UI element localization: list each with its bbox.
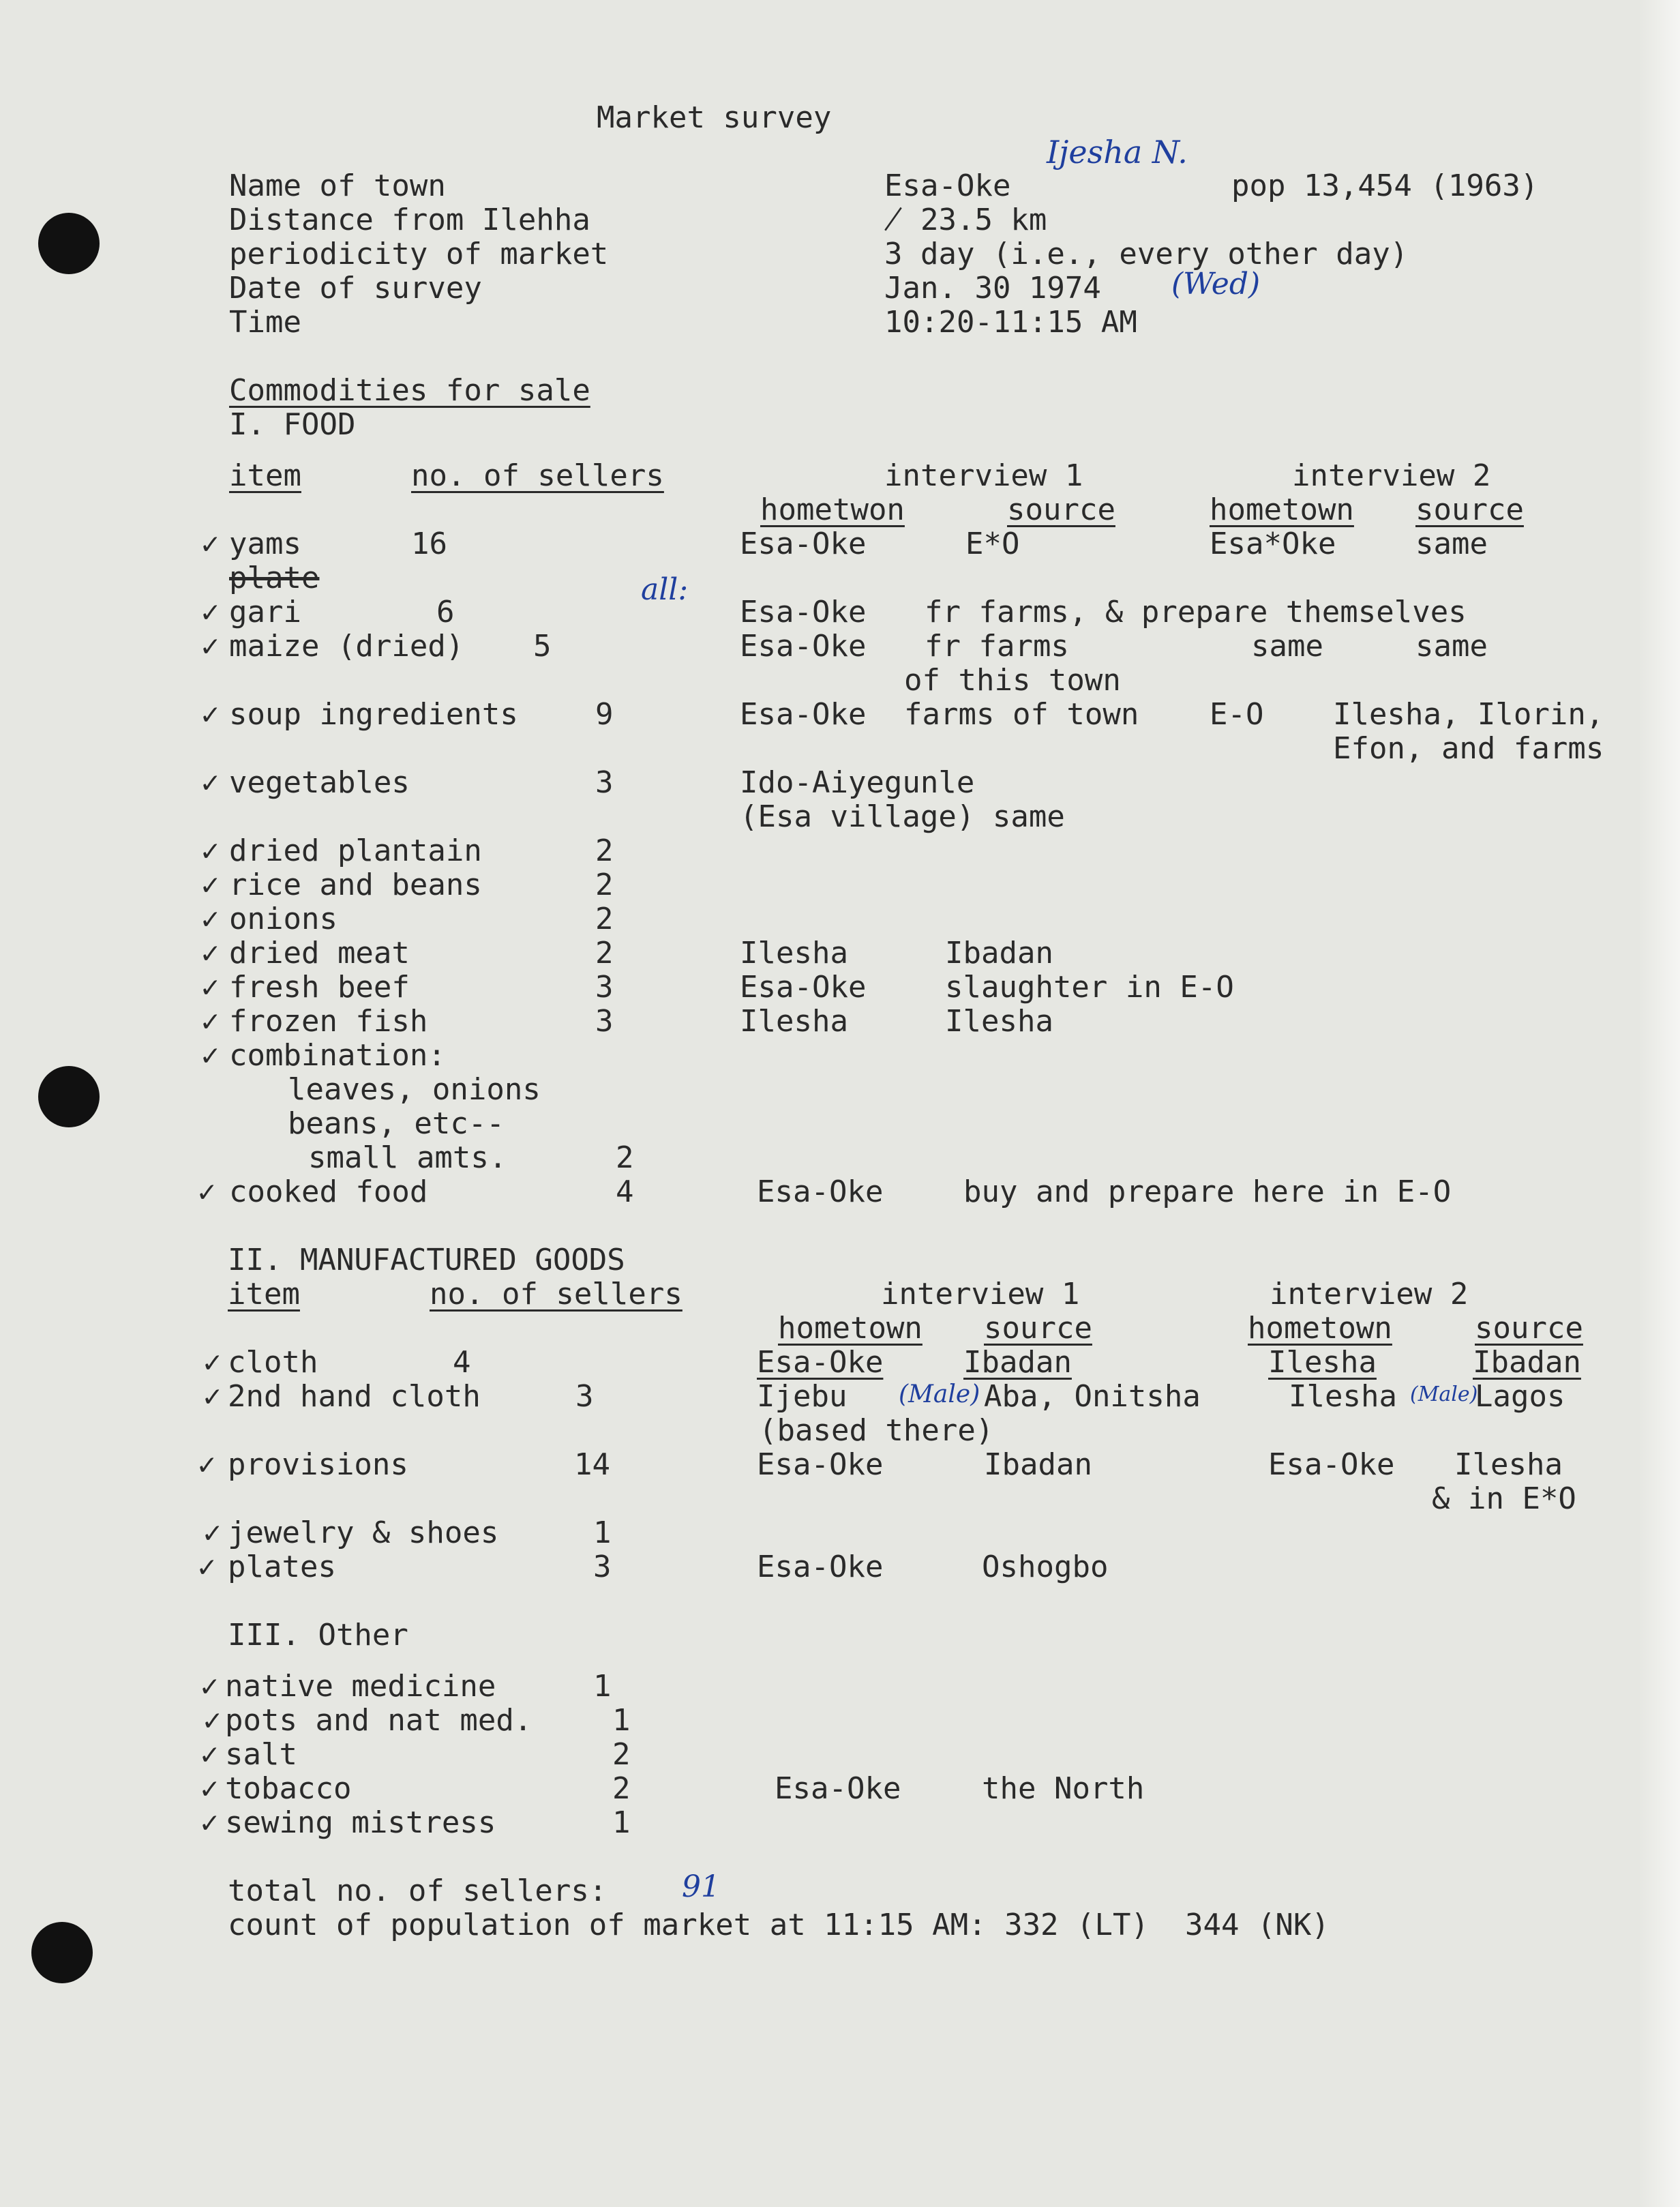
handwritten-region-note: Ijesha N. — [1047, 134, 1188, 171]
check-mark: ✓ — [203, 1515, 222, 1550]
seller-count: 4 — [453, 1345, 471, 1380]
population-count: count of population of market at 11:15 AM: 332 (LT) 344 (NK) — [228, 1908, 1330, 1942]
hometown: Esa-Oke — [740, 527, 867, 561]
check-mark: ✓ — [201, 1004, 220, 1039]
column-header: interview 2 — [1270, 1277, 1469, 1312]
item-name: yams — [229, 527, 301, 561]
column-header: interview 2 — [1292, 458, 1491, 493]
item-name: provisions — [228, 1447, 408, 1482]
seller-count: 3 — [575, 1379, 594, 1414]
item-name: jewelry & shoes — [228, 1515, 499, 1550]
page-edge — [1639, 0, 1680, 2207]
punch-hole — [38, 1066, 100, 1127]
item-name: dried plantain — [229, 833, 482, 868]
source: Ilesha, Ilorin, — [1333, 697, 1604, 732]
hometown: Ijebu — [757, 1379, 847, 1414]
item-detail: beans, etc-- — [288, 1106, 505, 1141]
hometown: (based there) — [759, 1413, 994, 1448]
check-mark: ✓ — [201, 902, 220, 936]
check-mark: ✓ — [198, 1447, 216, 1482]
source: Ilesha — [1454, 1447, 1563, 1482]
seller-count: 2 — [595, 833, 614, 868]
check-mark: ✓ — [198, 1174, 216, 1209]
column-header: source — [984, 1311, 1092, 1346]
seller-count: 2 — [612, 1737, 631, 1772]
item-name: onions — [229, 902, 338, 936]
item-name: combination: — [229, 1038, 446, 1073]
column-header: hometown — [778, 1311, 922, 1346]
item-name: cloth — [228, 1345, 318, 1380]
check-mark: ✓ — [201, 1038, 220, 1073]
check-mark: ✓ — [200, 1669, 219, 1704]
field-value: 10:20-11:15 AM — [884, 305, 1137, 340]
field-label: Name of town — [229, 168, 446, 203]
source: Aba, Onitsha — [984, 1379, 1201, 1414]
seller-count: 3 — [595, 970, 614, 1005]
population: pop 13,454 (1963) — [1231, 168, 1539, 203]
field-value: ̸ 23.5 km — [884, 203, 1047, 237]
hometown: E-O — [1210, 697, 1264, 732]
hometown: Ilesha — [740, 936, 848, 971]
check-mark: ✓ — [198, 1550, 216, 1584]
seller-count: 14 — [574, 1447, 610, 1482]
handwritten-male-note: (Male) — [899, 1380, 980, 1408]
seller-count: 2 — [616, 1140, 634, 1175]
column-header: interview 1 — [881, 1277, 1080, 1312]
source: buy and prepare here in E-O — [963, 1174, 1452, 1209]
item-name: vegetables — [229, 765, 410, 800]
seller-count: 9 — [595, 697, 614, 732]
seller-count: 2 — [595, 902, 614, 936]
seller-count: 1 — [593, 1515, 612, 1550]
column-header: hometown — [1210, 492, 1354, 527]
seller-count: 2 — [595, 868, 614, 902]
source: Lagos — [1475, 1379, 1565, 1414]
hometown: Ilesha — [1268, 1345, 1377, 1380]
hometown: Esa-Oke — [740, 697, 867, 732]
source: fr farms, & prepare themselves — [925, 595, 1467, 629]
check-mark: ✓ — [201, 527, 220, 561]
seller-count: 3 — [595, 1004, 614, 1039]
item-name: 2nd hand cloth — [228, 1379, 481, 1414]
field-label: Distance from Ilehha — [229, 203, 590, 237]
source: slaughter in E-O — [945, 970, 1234, 1005]
item-detail: leaves, onions — [288, 1072, 541, 1107]
check-mark: ✓ — [203, 1379, 222, 1414]
item-name: maize (dried) — [229, 629, 464, 664]
seller-count: 2 — [612, 1771, 631, 1806]
seller-count: 5 — [533, 629, 552, 664]
item-name: gari — [229, 595, 301, 629]
handwritten-total: 91 — [682, 1869, 720, 1904]
hometown: Esa-Oke — [775, 1771, 901, 1806]
hometown: same — [1251, 629, 1323, 664]
column-header: hometown — [1248, 1311, 1392, 1346]
hometown: Esa-Oke — [740, 595, 867, 629]
hometown: Esa-Oke — [757, 1174, 884, 1209]
column-header: item — [229, 458, 301, 493]
check-mark: ✓ — [200, 1771, 219, 1806]
seller-count: 1 — [593, 1669, 612, 1704]
column-header: interview 1 — [884, 458, 1083, 493]
section-heading: I. FOOD — [229, 407, 356, 442]
item-name: tobacco — [225, 1771, 352, 1806]
column-header: item — [228, 1277, 300, 1312]
check-mark: ✓ — [203, 1345, 222, 1380]
field-label: periodicity of market — [229, 237, 609, 271]
item-name: soup ingredients — [229, 697, 518, 732]
column-header: no. of sellers — [430, 1277, 682, 1312]
page-title: Market survey — [597, 100, 832, 135]
hometown: (Esa village) same — [740, 799, 1065, 834]
handwritten-all-note: all: — [641, 572, 689, 607]
source: the North — [982, 1771, 1145, 1806]
source: Ibadan — [984, 1447, 1092, 1482]
seller-count: 6 — [436, 595, 455, 629]
check-mark: ✓ — [201, 936, 220, 971]
hometown: Esa-Oke — [757, 1550, 884, 1584]
field-value: Jan. 30 1974 — [884, 271, 1101, 306]
hometown: Esa-Oke — [757, 1447, 884, 1482]
seller-count: 1 — [612, 1703, 631, 1738]
item-detail: small amts. — [308, 1140, 507, 1175]
check-mark: ✓ — [201, 629, 220, 664]
seller-count: 3 — [593, 1550, 612, 1584]
source: Ibadan — [945, 936, 1053, 971]
hometown: Esa-Oke — [757, 1345, 884, 1380]
section-heading: III. Other — [228, 1618, 408, 1653]
hometown: Ilesha — [1289, 1379, 1397, 1414]
section-heading: Commodities for sale — [229, 373, 590, 408]
source: same — [1415, 527, 1488, 561]
hometown: Ido-Aiyegunle — [740, 765, 975, 800]
check-mark: ✓ — [201, 595, 220, 629]
hometown: Esa-Oke — [1268, 1447, 1395, 1482]
seller-count: 4 — [616, 1174, 634, 1209]
item-name: pots and nat med. — [225, 1703, 532, 1738]
source: of this town — [904, 663, 1121, 698]
punch-hole — [31, 1922, 93, 1983]
struck-out-word: plate — [229, 561, 320, 595]
source: & in E*O — [1432, 1481, 1576, 1516]
column-header: source — [1007, 492, 1115, 527]
source: Oshogbo — [982, 1550, 1109, 1584]
check-mark: ✓ — [201, 833, 220, 868]
seller-count: 1 — [612, 1805, 631, 1840]
check-mark: ✓ — [200, 1737, 219, 1772]
item-name: sewing mistress — [225, 1805, 496, 1840]
source: Efon, and farms — [1333, 731, 1604, 766]
check-mark: ✓ — [200, 1805, 219, 1840]
section-heading: II. MANUFACTURED GOODS — [228, 1243, 625, 1277]
source: same — [1415, 629, 1488, 664]
seller-count: 2 — [595, 936, 614, 971]
item-name: native medicine — [225, 1669, 496, 1704]
column-header: source — [1415, 492, 1524, 527]
field-label: Date of survey — [229, 271, 482, 306]
item-name: fresh beef — [229, 970, 410, 1005]
source: Ibadan — [963, 1345, 1072, 1380]
item-name: salt — [225, 1737, 297, 1772]
total-label: total no. of sellers: — [228, 1873, 608, 1908]
check-mark: ✓ — [201, 765, 220, 800]
item-name: rice and beans — [229, 868, 482, 902]
item-name: dried meat — [229, 936, 410, 971]
source: fr farms — [925, 629, 1069, 664]
hometown: Esa-Oke — [740, 629, 867, 664]
column-header: source — [1475, 1311, 1583, 1346]
hometown: Esa*Oke — [1210, 527, 1336, 561]
handwritten-day-note: (Wed) — [1171, 267, 1261, 301]
item-name: plates — [228, 1550, 336, 1584]
check-mark: ✓ — [203, 1703, 222, 1738]
field-value: 3 day (i.e., every other day) — [884, 237, 1409, 271]
item-name: frozen fish — [229, 1004, 428, 1039]
hometown: Esa-Oke — [740, 970, 867, 1005]
field-label: Time — [229, 305, 301, 340]
seller-count: 3 — [595, 765, 614, 800]
hometown: Ilesha — [740, 1004, 848, 1039]
source: Ilesha — [945, 1004, 1053, 1039]
seller-count: 16 — [411, 527, 447, 561]
source: E*O — [965, 527, 1020, 561]
source: Ibadan — [1473, 1345, 1581, 1380]
item-name: cooked food — [229, 1174, 428, 1209]
check-mark: ✓ — [201, 970, 220, 1005]
check-mark: ✓ — [201, 697, 220, 732]
column-header: hometwon — [760, 492, 905, 527]
check-mark: ✓ — [201, 868, 220, 902]
handwritten-male-note: (Male) — [1410, 1382, 1478, 1406]
punch-hole — [38, 213, 100, 274]
column-header: no. of sellers — [411, 458, 664, 493]
source: farms of town — [904, 697, 1139, 732]
field-value: Esa-Oke — [884, 168, 1011, 203]
